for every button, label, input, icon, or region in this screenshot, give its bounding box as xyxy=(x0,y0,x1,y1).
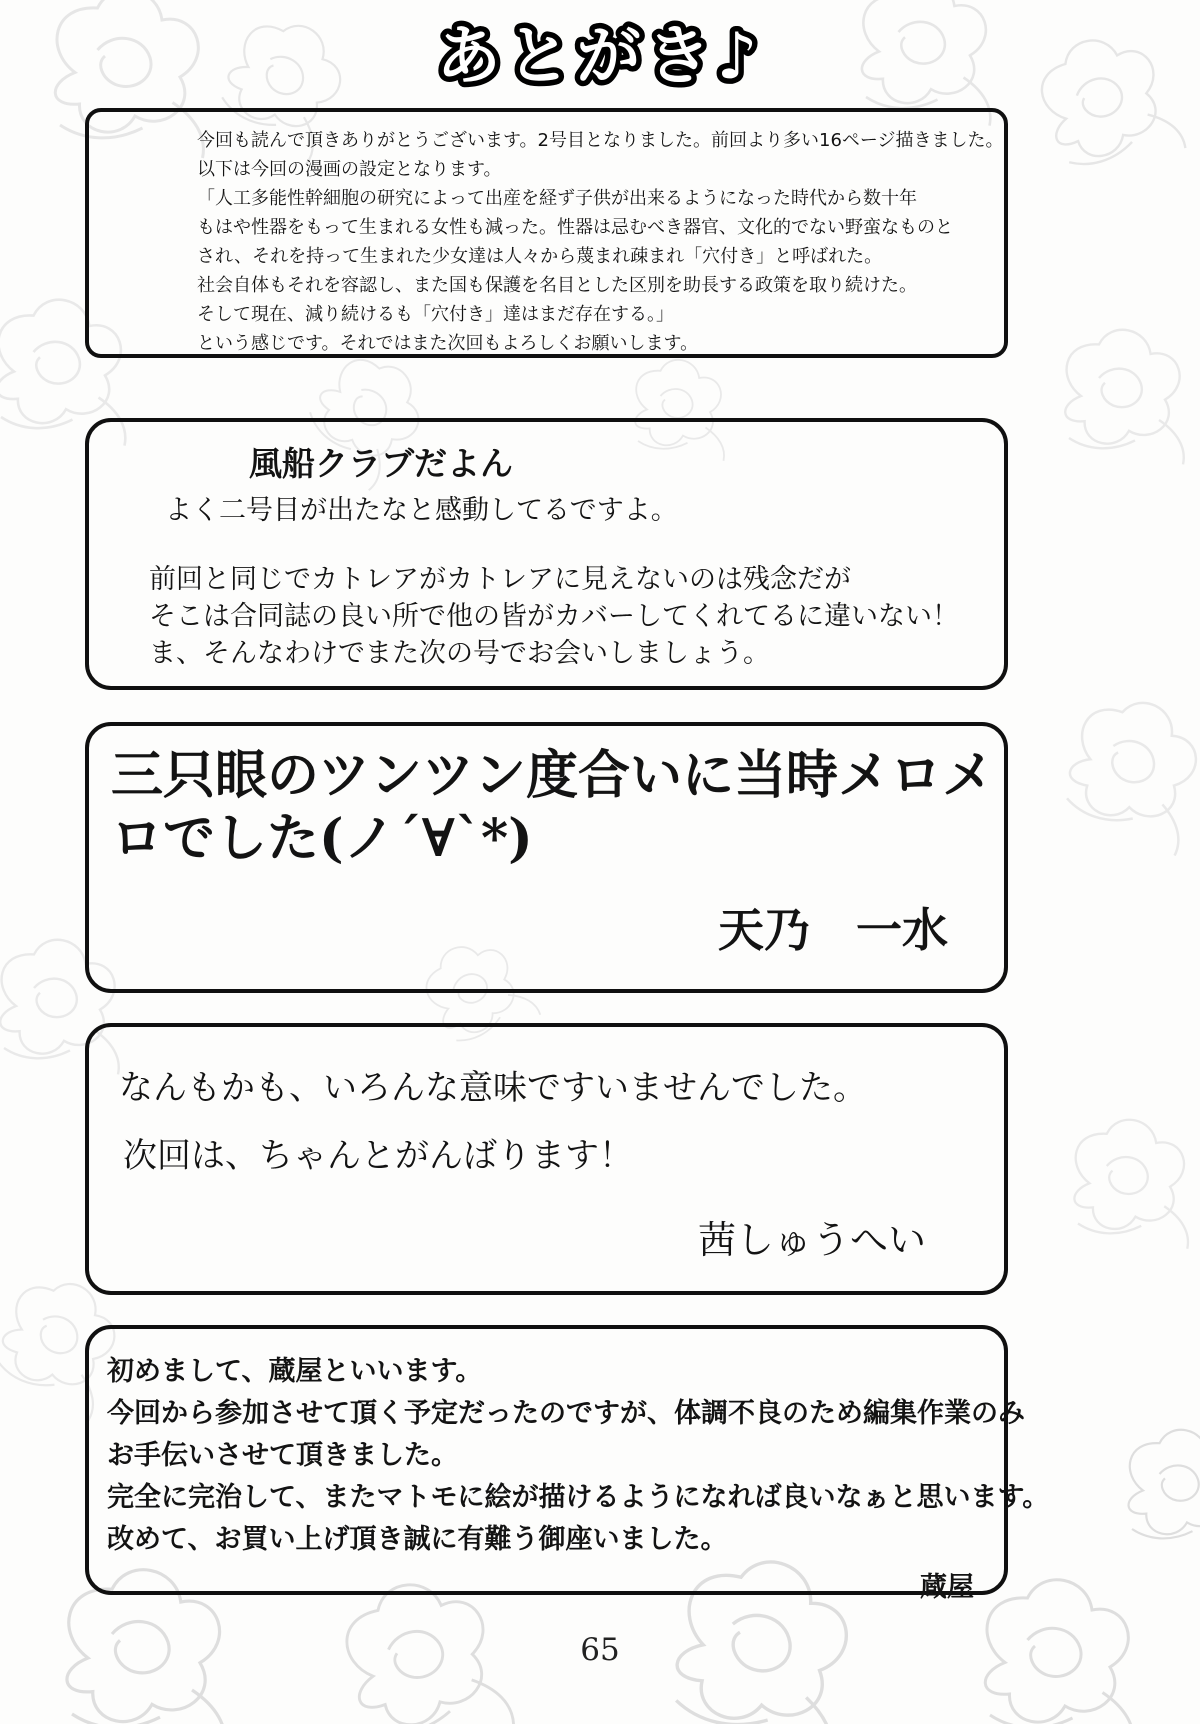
kuraya-comment-box xyxy=(85,1325,1050,1603)
fuusen-club-box xyxy=(85,418,1008,690)
amano-message-line: ロでした(ノ´∀`*) xyxy=(111,808,533,869)
kuraya-message-line: 完全に完治して、またマトモに絵が描けるようになれば良いなぁと思います。 xyxy=(107,1482,1050,1513)
intro-line: という感じです。それではまた次回もよろしくお願いします。 xyxy=(197,333,699,354)
intro-line: 以下は今回の漫画の設定となります。 xyxy=(197,159,502,180)
kuraya-message-line: お手伝いさせて頂きました。 xyxy=(107,1440,458,1471)
amano-message-line: 三只眼のツンツン度合いに当時メロメ xyxy=(111,745,994,806)
page-title xyxy=(280,4,920,108)
intro-line: そして現在、減り続けるも「穴付き」達はまだ存在する。」 xyxy=(197,304,674,325)
kuraya-message-line: 改めて、お買い上げ頂き誠に有難う御座いました。 xyxy=(107,1524,728,1555)
intro-line: 社会自体もそれを容認し、また国も保護を名目とした区別を助長する政策を取り続けた。 xyxy=(197,275,917,296)
page-title-text: あとがき♪ xyxy=(436,20,764,94)
akane-message-line: 次回は、ちゃんとがんばります！ xyxy=(123,1136,633,1176)
fuusen-club-line: そこは合同誌の良い所で他の皆がカバーしてくれてるに違いない！ xyxy=(149,601,959,632)
akane-message-line: なんもかも、いろんな意味ですいませんでした。 xyxy=(119,1068,867,1108)
intro-line: され、それを持って生まれた少女達は人々から蔑まれ疎まれ「穴付き」と呼ばれた。 xyxy=(197,246,883,267)
intro-line: 「人工多能性幹細胞の研究によって出産を経ず子供が出来るようになった時代から数十年 xyxy=(197,188,917,209)
kuraya-message-line: 初めまして、蔵屋といいます。 xyxy=(107,1356,483,1387)
fuusen-club-line: ま、そんなわけでまた次の号でお会いしましょう。 xyxy=(149,638,770,669)
amano-comment-box xyxy=(85,722,1008,993)
page-number: 65 xyxy=(580,1632,620,1668)
kuraya-signature: 蔵屋 xyxy=(920,1572,974,1603)
intro-line: もはや性器をもって生まれる女性も減った。性器は忌むべき器官、文化的でない野蛮なものと xyxy=(197,217,953,238)
intro-note-box xyxy=(85,108,1008,358)
amano-signature: 天乃 一水 xyxy=(718,903,948,957)
kuraya-message-line: 今回から参加させて頂く予定だったのですが、体調不良のため編集作業のみ xyxy=(107,1398,1025,1429)
spacer xyxy=(149,527,984,561)
fuusen-club-line: よく二号目が出たなと感動してるですよ。 xyxy=(165,495,678,526)
akane-signature: 茜しゅうへい xyxy=(697,1218,926,1262)
fuusen-club-heading: 風船クラブだよん xyxy=(249,444,513,483)
intro-line: 今回も読んで頂きありがとうございます。2号目となりました。前回より多い16ページ描きました。 xyxy=(197,130,1004,151)
fuusen-club-line: 前回と同じでカトレアがカトレアに見えないのは残念だが xyxy=(149,564,851,595)
akane-comment-box xyxy=(85,1023,1008,1295)
